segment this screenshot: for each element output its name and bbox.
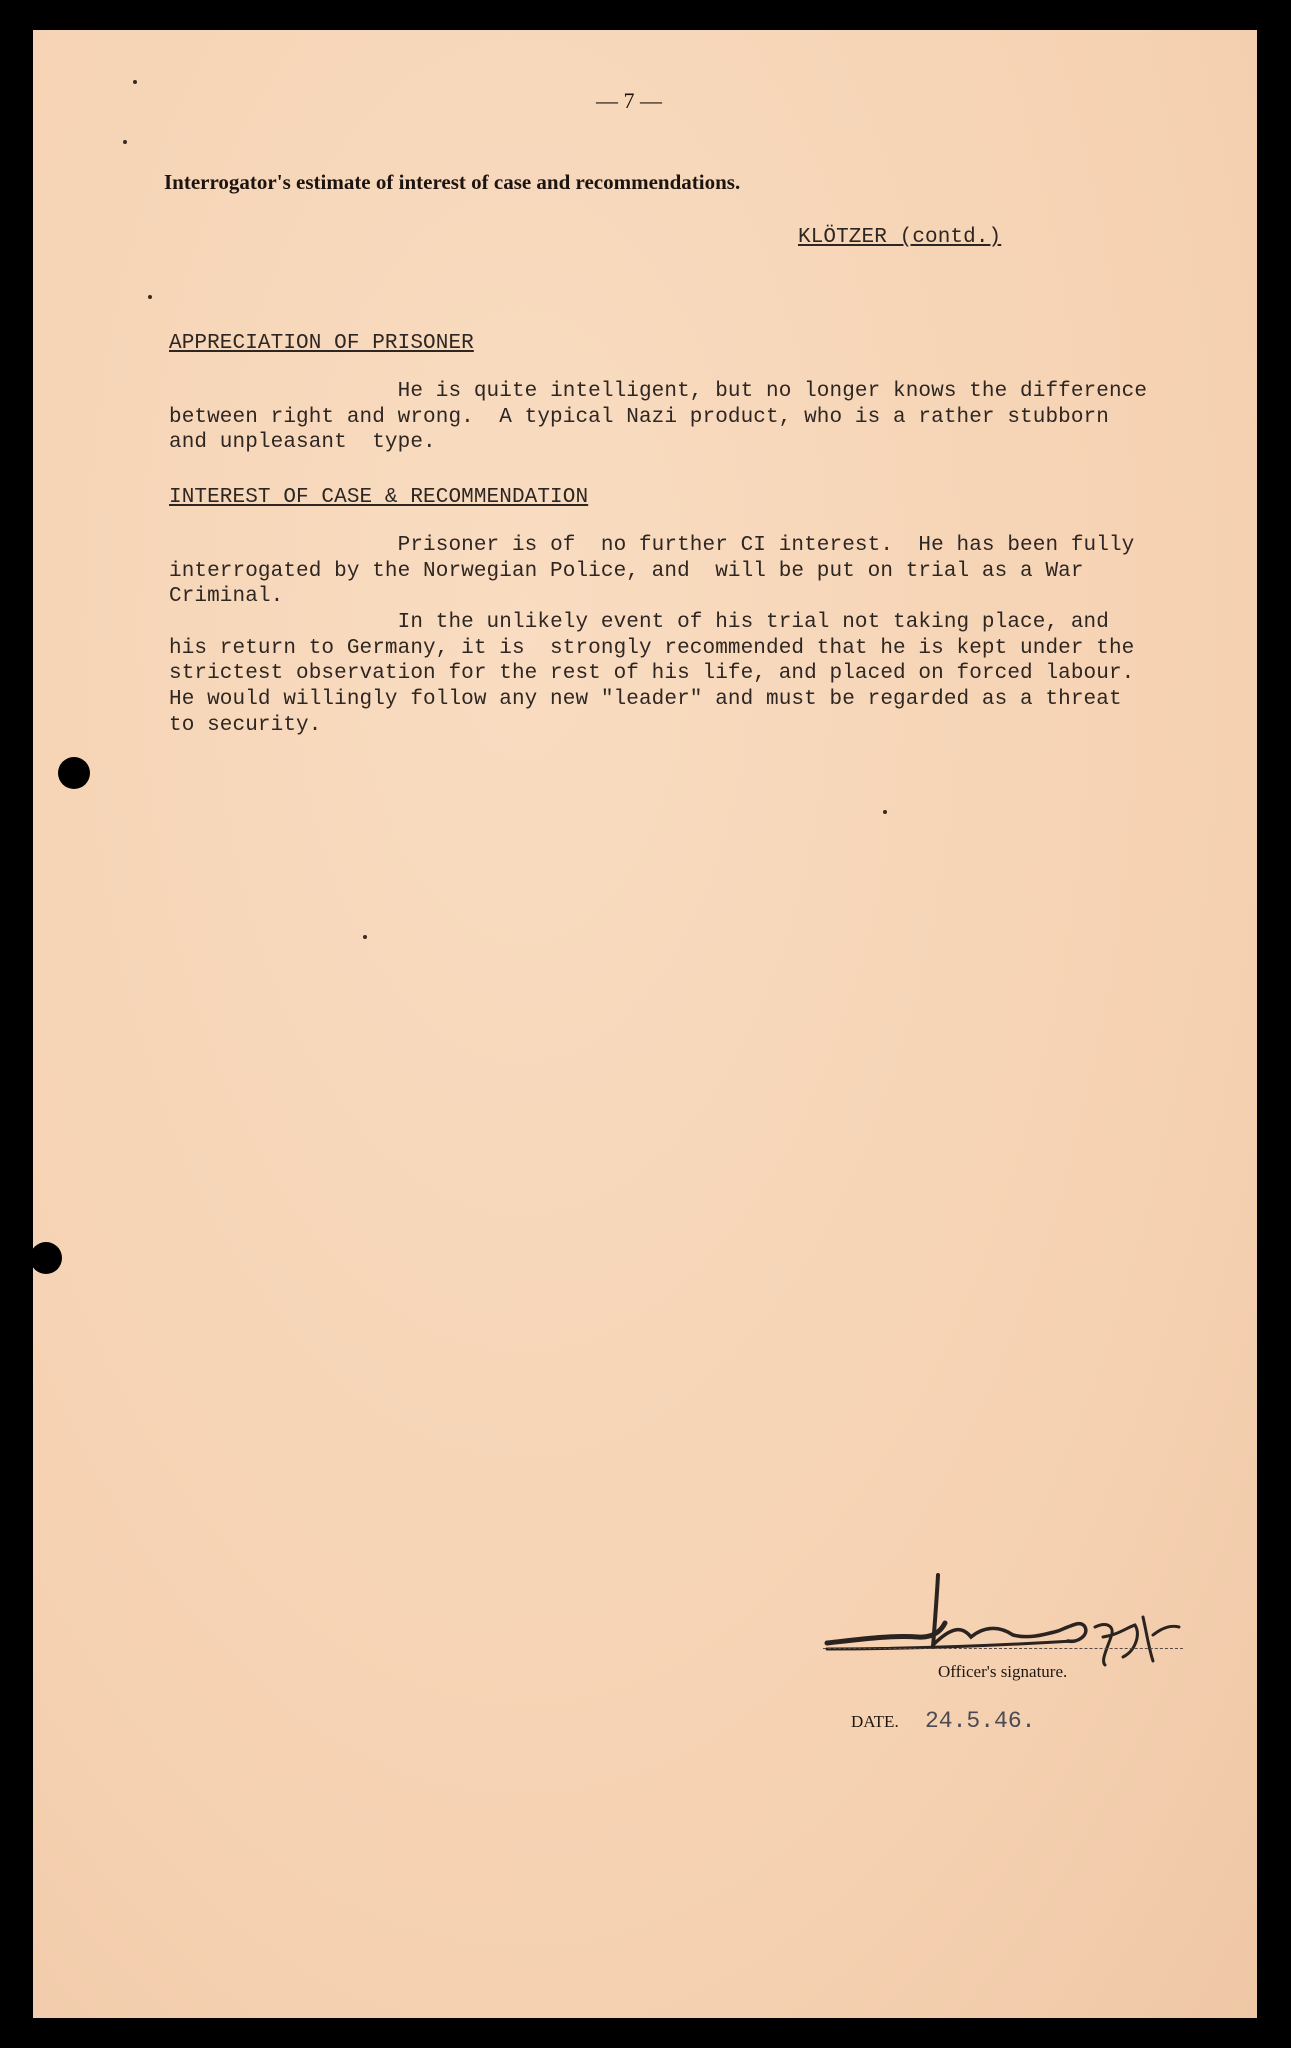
recommendation-paragraph: In the unlikely event of his trial not taking place, and his return to Germany, it is strongly recommended that he is kept under the strictest observation for the rest of his life, and placed on forced labour. He would willingly follow any new "leader" and must be regarded as a threat to security. — [169, 611, 1135, 737]
document-page — [33, 30, 1257, 2018]
punch-hole — [58, 757, 90, 789]
paper-speck — [148, 295, 152, 299]
paper-speck — [123, 140, 127, 144]
section-heading-appreciation: APPRECIATION OF PRISONER — [169, 332, 474, 355]
page-number: — 7 — — [596, 88, 662, 113]
punch-hole — [30, 1242, 62, 1274]
paper-speck — [883, 810, 887, 814]
handwritten-signature — [823, 1565, 1273, 1675]
paper-speck — [133, 80, 137, 84]
date-value: 24.5.46. — [925, 1708, 1036, 1734]
signature-line — [823, 1648, 1183, 1649]
appreciation-paragraph: He is quite intelligent, but no longer knows the difference between right and wrong. A typical Nazi product, who is a rather stubborn and unpleasant type. — [169, 380, 1148, 455]
signature-label: Officer's signature. — [938, 1662, 1068, 1681]
interest-paragraph: Prisoner is of no further CI interest. He has been fully interrogated by the Norwegian Police, and will be put on trial as a War Criminal. — [169, 534, 1135, 609]
section-heading-interest: INTEREST OF CASE & RECOMMENDATION — [169, 486, 589, 509]
date-label: DATE. — [851, 1712, 899, 1731]
form-heading: Interrogator's estimate of interest of case and recommendations. — [164, 170, 741, 194]
subject-name: KLÖTZER (contd.) — [798, 226, 1002, 249]
paper-speck — [363, 935, 367, 939]
